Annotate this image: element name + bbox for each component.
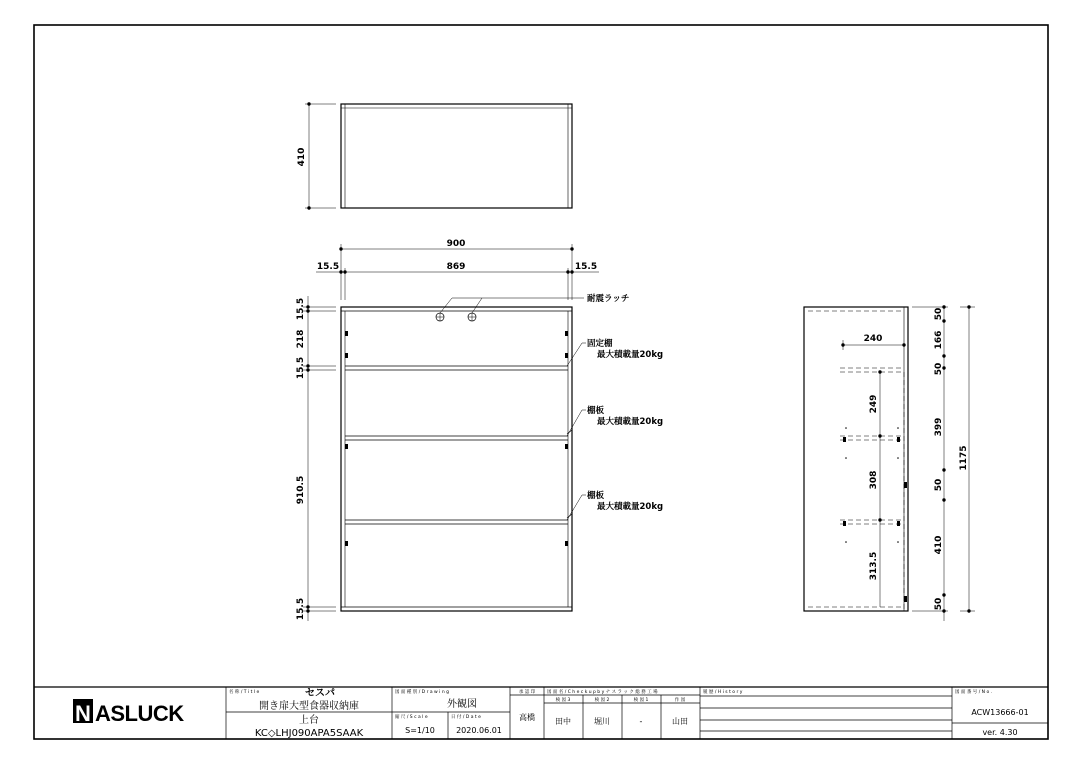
v-fixed-shelf-dim: 15.5 [296, 356, 306, 380]
overall-height-dim: 1175 [959, 445, 969, 471]
date-value: 2020.06.01 [456, 726, 502, 735]
shelf2-load-callout: 最大積載量20kg [597, 502, 664, 512]
shelf-depth-dim: 240 [863, 334, 883, 344]
product-name: 開き扉大型食器収納庫 [259, 701, 359, 712]
side-view [804, 306, 975, 621]
latch-callout: 耐震ラッチ [587, 294, 630, 304]
logo-text: ASLUCK [95, 701, 184, 726]
check-name-2: 堀川 [594, 717, 610, 726]
top-depth-dim: 410 [297, 147, 307, 167]
check-col-3: 検 図 1 [633, 698, 649, 703]
part-name: 上台 [299, 715, 319, 726]
r-upper-dim: 166 [934, 330, 944, 350]
scale-value: S=1/10 [405, 726, 435, 735]
v-lower-space-dim: 910.5 [296, 475, 306, 505]
shelf2-callout: 棚板 [587, 491, 605, 501]
drawing-no: ACW13666-01 [971, 708, 1029, 717]
approval-label: 承 認 印 [518, 690, 536, 695]
r-bottom-dim: 50 [934, 597, 944, 611]
check-name-1: 田中 [555, 717, 571, 726]
check-col-2: 検 図 2 [594, 698, 610, 703]
fixed-shelf-callout: 固定棚 [587, 339, 613, 349]
r-fixed-dim: 50 [934, 362, 944, 376]
version: ver. 4.30 [982, 728, 1018, 737]
check-name-4: 山田 [672, 717, 688, 726]
svg-text:N: N [75, 701, 91, 726]
approver-name: 高橋 [519, 713, 535, 722]
r-mid-dim: 399 [934, 417, 944, 437]
check-label: 図 面 名 / C h e c k u p b y ナ ス ラ ッ ク 総 務 工 場 [547, 690, 658, 695]
model-number: KC◇LHJ090APA5SAAK [254, 728, 364, 739]
right-side-dim: 15.5 [574, 262, 598, 272]
r-shelf-dim: 50 [934, 478, 944, 492]
shelf1-callout: 棚板 [587, 406, 605, 416]
title-block [34, 687, 1048, 739]
v-upper-space-dim: 218 [296, 329, 306, 349]
check-col-1: 検 図 3 [555, 698, 571, 703]
pitch-top-dim: 249 [869, 394, 879, 414]
v-bottom-board-dim: 15.5 [296, 597, 306, 621]
inner-width-dim: 869 [446, 262, 466, 272]
left-side-dim: 15.5 [316, 262, 340, 272]
front-view [303, 244, 599, 621]
drawing-frame [34, 25, 1048, 739]
top-view [305, 103, 572, 209]
series-name: セスパ [305, 688, 335, 699]
nasluck-logo [73, 699, 184, 726]
title-label: 名 称 / T i t l e [229, 690, 260, 695]
check-col-4: 作 図 [674, 698, 686, 703]
fixed-shelf-load-callout: 最大積載量20kg [597, 350, 664, 360]
drawing-label: 図 面 種 別 / D r a w i n g [395, 690, 449, 695]
history-label: 履 歴 / H i s t o r y [703, 690, 743, 695]
check-name-3: - [639, 717, 643, 726]
v-top-board-dim: 15.5 [296, 297, 306, 321]
drawing-type: 外観図 [447, 699, 477, 710]
date-label: 日 付 / D a t e [451, 715, 481, 720]
overall-width-dim: 900 [446, 239, 466, 249]
bottom-offset-dim: 313.5 [869, 551, 879, 581]
pitch-bottom-dim: 308 [869, 470, 879, 490]
r-top-dim: 50 [934, 307, 944, 321]
drawing-no-label: 図 面 番 号 / N o . [955, 690, 993, 695]
r-lower-dim: 410 [934, 535, 944, 555]
shelf1-load-callout: 最大積載量20kg [597, 417, 664, 427]
scale-label: 縮 尺 / S c a l e [395, 715, 428, 720]
